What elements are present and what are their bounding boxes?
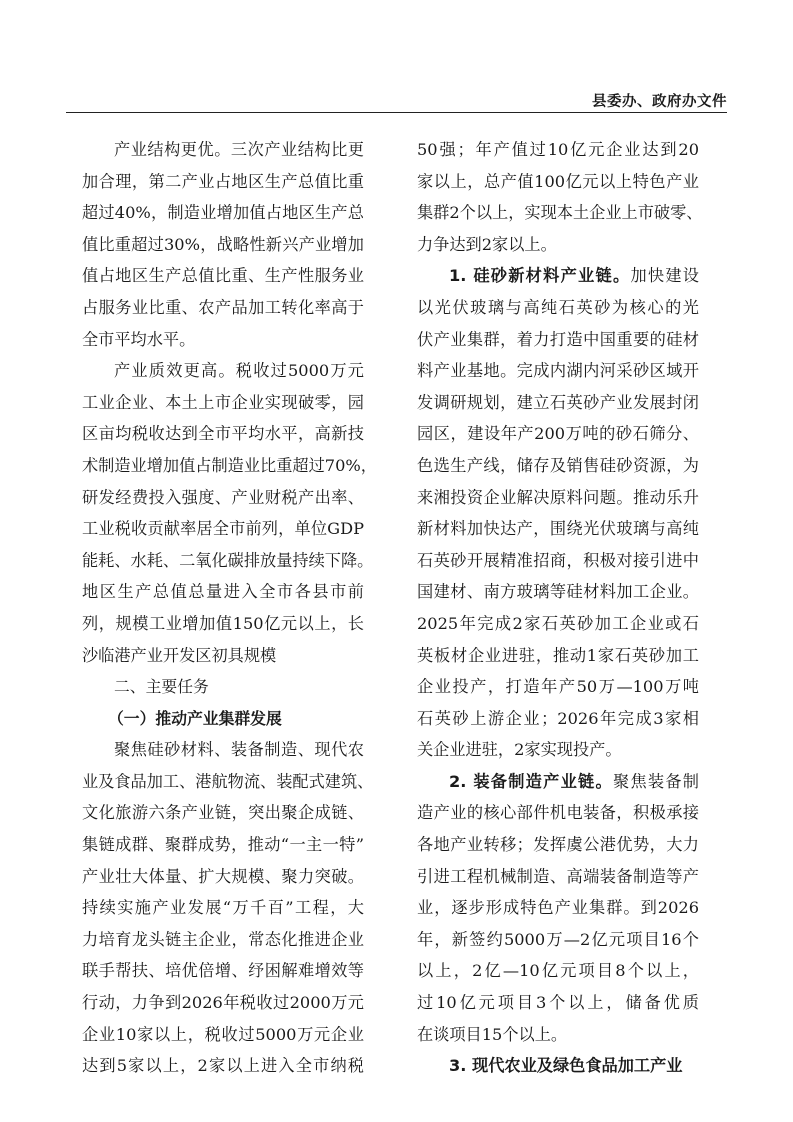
- text-line: 值占地区生产总值比重、生产性服务业: [82, 266, 364, 286]
- text-line: 全市平均水平。: [82, 329, 196, 349]
- text-line: 引进工程机械制造、高端装备制造等产: [417, 866, 699, 886]
- bold-lead: 1. 硅砂新材料产业链。: [449, 266, 631, 286]
- bold-lead: 3. 现代农业及绿色食品加工产业: [449, 1056, 683, 1076]
- text-line: 产业结构更优。三次产业结构比更: [114, 140, 364, 159]
- text-line: 国建材、南方玻璃等硅材料加工企业。: [417, 582, 699, 602]
- text-line: 力培育龙头链主企业，常态化推进企业: [82, 929, 364, 949]
- text-line: 集群2个以上，实现本土企业上市破零、: [417, 203, 703, 223]
- text-line: 英板材企业进驻，推动1家石英砂加工: [417, 645, 699, 665]
- line-text: 加快建设: [630, 266, 699, 286]
- text-line: 产业质效更高。税收过5000万元: [114, 361, 364, 381]
- text-line: 来湘投资企业解决原料问题。推动乐升: [417, 487, 699, 507]
- text-line: 关企业进驻，2家实现投产。: [417, 740, 622, 760]
- text-line: 地区生产总值总量进入全市各县市前: [82, 582, 364, 602]
- text-line: 石英砂开展精准招商，积极对接引进中: [417, 550, 699, 570]
- header-title: 县委办、政府办文件: [592, 94, 727, 110]
- text-line: 加合理，第二产业占地区生产总值比重: [82, 171, 364, 191]
- text-line: 工业企业、本土上市企业实现破零，园: [82, 392, 364, 412]
- text-line: 以光伏玻璃与高纯石英砂为核心的光: [417, 297, 699, 317]
- text-line: 伏产业集群，着力打造中国重要的硅材: [417, 329, 699, 349]
- text-line: 石英砂上游企业；2026年完成3家相: [417, 708, 699, 728]
- right-column: [417, 134, 703, 1082]
- section-heading: 二、主要任务: [114, 677, 209, 697]
- text-line: 产业壮大体量、扩大规模、聚力突破。: [82, 866, 364, 886]
- text-line: 50强；年产值过10亿元企业达到20: [417, 140, 699, 159]
- text-line: 超过40%，制造业增加值占地区生产总: [82, 203, 364, 223]
- section-heading: （一）推动产业集群发展: [108, 708, 282, 728]
- text-line: 联手帮扶、培优倍增、纾困解难增效等: [82, 961, 364, 981]
- text-line: 家以上，总产值100亿元以上特色产业: [417, 171, 699, 191]
- line-text: 聚焦装备制: [612, 771, 699, 791]
- text-line: 术制造业增加值占制造业比重超过70%，: [82, 455, 377, 475]
- text-line: 料产业基地。完成内湖内河采砂区域开: [417, 361, 699, 381]
- text-line: 占服务业比重、农产品加工转化率高于: [82, 297, 364, 317]
- bold-lead: 2. 装备制造产业链。: [449, 771, 613, 791]
- text-line: 各地产业转移；发挥虞公港优势，大力: [417, 835, 699, 855]
- text-line: 过10亿元项目3个以上，储备优质: [417, 993, 699, 1013]
- text-line: 年，新签约5000万—2亿元项目16个: [417, 929, 699, 949]
- header-rule: [66, 112, 727, 113]
- text-line: 行动，力争到2026年税收过2000万元: [82, 993, 364, 1013]
- text-line: 聚焦硅砂材料、装备制造、现代农: [114, 740, 364, 760]
- text-line: 业，逐步形成特色产业集群。到2026: [417, 898, 699, 918]
- text-line: [417, 260, 699, 292]
- text-line: 造产业的核心部件机电装备，积极承接: [417, 803, 699, 823]
- text-line: 业及食品加工、港航物流、装配式建筑、: [82, 771, 374, 791]
- text-line: 集链成群、聚群成势，推动“一主一特”: [82, 835, 364, 855]
- text-line: 持续实施产业发展“万千百”工程，大: [82, 898, 364, 918]
- left-column: [82, 134, 377, 1082]
- text-line: 园区，建设年产200万吨的砂石筛分、: [417, 424, 699, 444]
- text-line: 企业10家以上，税收过5000万元企业: [82, 1024, 364, 1044]
- text-line: 沙临港产业开发区初具规模: [82, 645, 277, 665]
- text-line: 区亩均税收达到全市平均水平，高新技: [82, 424, 364, 444]
- text-line: 在谈项目15个以上。: [417, 1024, 568, 1044]
- text-line: 企业投产，打造年产50万—100万吨: [417, 677, 699, 697]
- text-line: 能耗、水耗、二氧化碳排放量持续下降。: [82, 550, 374, 570]
- text-line: 以上，2亿—10亿元项目8个以上，: [417, 961, 699, 981]
- text-line: 发调研规划，建立石英砂产业发展封闭: [417, 392, 699, 412]
- text-line: [417, 1050, 699, 1082]
- text-line: 新材料加快达产，围绕光伏玻璃与高纯: [417, 519, 699, 539]
- text-line: 色选生产线，储存及销售硅砂资源，为: [417, 455, 699, 475]
- text-line: 工业税收贡献率居全市前列，单位GDP: [82, 519, 364, 539]
- text-line: 力争达到2家以上。: [417, 234, 557, 254]
- text-line: [417, 766, 699, 798]
- text-line: 研发经费投入强度、产业财税产出率、: [82, 487, 364, 507]
- text-line: 值比重超过30%，战略性新兴产业增加: [82, 234, 364, 254]
- text-line: 达到5家以上，2家以上进入全市纳税: [82, 1056, 364, 1076]
- text-line: 文化旅游六条产业链，突出聚企成链、: [82, 803, 364, 823]
- text-line: 2025年完成2家石英砂加工企业或石: [417, 613, 699, 633]
- text-line: 列，规模工业增加值150亿元以上，长: [82, 613, 364, 633]
